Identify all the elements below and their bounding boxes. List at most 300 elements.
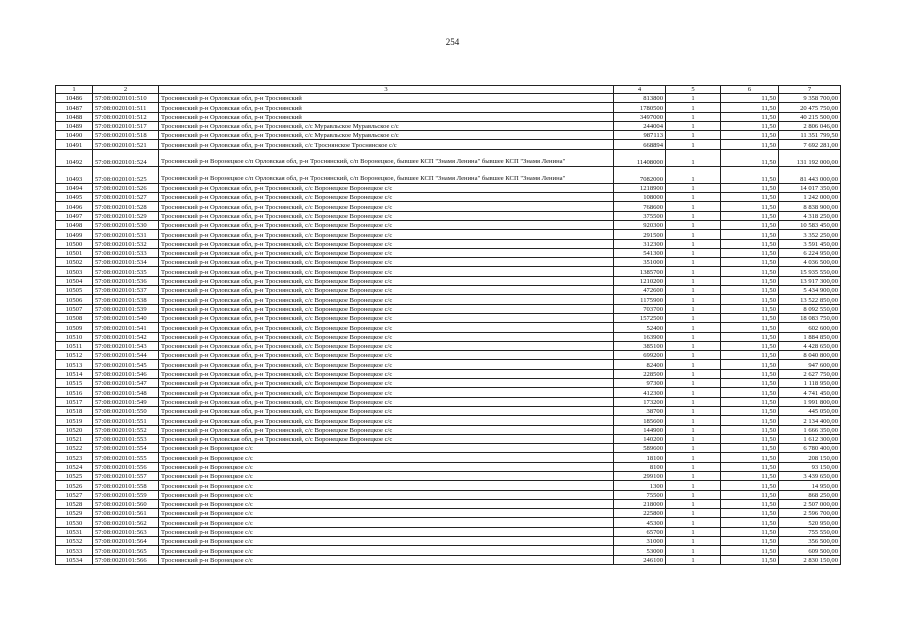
coefficient-cell: 1 <box>666 555 721 564</box>
row-number-cell: 10508 <box>56 313 93 322</box>
area-cell: 385100 <box>614 341 666 350</box>
coefficient-cell: 1 <box>666 462 721 471</box>
cadastral-number-cell: 57:08:0020101:512 <box>93 112 159 121</box>
row-number-cell: 10488 <box>56 112 93 121</box>
cadastral-number-cell: 57:08:0020101:565 <box>93 546 159 555</box>
cadastral-number-cell: 57:08:0020101:562 <box>93 518 159 527</box>
row-number-cell: 10505 <box>56 286 93 295</box>
coefficient-cell: 1 <box>666 239 721 248</box>
address-cell: Троснянский р-н Орловская обл, р-н Троснянский <box>159 103 614 112</box>
coefficient-cell: 1 <box>666 406 721 415</box>
cadastral-number-cell: 57:08:0020101:563 <box>93 527 159 536</box>
value-cell: 2 134 400,00 <box>779 416 841 425</box>
row-number-cell: 10511 <box>56 341 93 350</box>
row-number-cell: 10531 <box>56 527 93 536</box>
row-number-cell: 10492 <box>56 149 93 166</box>
address-cell: Троснянский р-н Орловская обл, р-н Троснянский, с/с Воронецкое Воронецкое с/с <box>159 369 614 378</box>
coefficient-cell: 1 <box>666 230 721 239</box>
address-cell: Троснянский р-н Орловская обл, р-н Троснянский, с/с Троснянское Троснянское с/с <box>159 140 614 149</box>
table-row <box>56 509 841 518</box>
rate-cell: 11,50 <box>721 276 779 285</box>
cadastral-number-cell: 57:08:0020101:537 <box>93 286 159 295</box>
value-cell: 1 991 800,00 <box>779 397 841 406</box>
rate-cell: 11,50 <box>721 499 779 508</box>
table-row <box>56 323 841 332</box>
coefficient-cell: 1 <box>666 379 721 388</box>
table-header-row <box>56 86 841 94</box>
coefficient-cell: 1 <box>666 267 721 276</box>
area-cell: 144900 <box>614 425 666 434</box>
table-row <box>56 499 841 508</box>
coefficient-cell: 1 <box>666 258 721 267</box>
address-cell: Троснянский р-н Воронецкое с/п Орловская обл, р-н Троснянский, с/п Воронецкое, бывшее КСП "Знамя Ленина" бывшее КСП "Знамя Ленина" <box>159 149 614 166</box>
address-cell: Троснянский р-н Воронецкое с/с <box>159 509 614 518</box>
area-cell: 987113 <box>614 131 666 140</box>
land-registry-table <box>55 85 841 565</box>
row-number-cell: 10521 <box>56 434 93 443</box>
row-number-cell: 10489 <box>56 121 93 130</box>
row-number-cell: 10500 <box>56 239 93 248</box>
table-row <box>56 527 841 536</box>
table-row <box>56 471 841 480</box>
address-cell: Троснянский р-н Воронецкое с/с <box>159 490 614 499</box>
rate-cell: 11,50 <box>721 121 779 130</box>
value-cell: 1 612 300,00 <box>779 434 841 443</box>
coefficient-cell: 1 <box>666 295 721 304</box>
coefficient-cell: 1 <box>666 397 721 406</box>
rate-cell: 11,50 <box>721 323 779 332</box>
table-body <box>56 94 841 565</box>
coefficient-cell: 1 <box>666 121 721 130</box>
area-cell: 108000 <box>614 193 666 202</box>
area-cell: 228500 <box>614 369 666 378</box>
cadastral-number-cell: 57:08:0020101:518 <box>93 131 159 140</box>
row-number-cell: 10493 <box>56 166 93 183</box>
area-cell: 140200 <box>614 434 666 443</box>
coefficient-cell: 1 <box>666 193 721 202</box>
rate-cell: 11,50 <box>721 518 779 527</box>
table-row <box>56 481 841 490</box>
address-cell: Троснянский р-н Орловская обл, р-н Троснянский, с/с Воронецкое Воронецкое с/с <box>159 230 614 239</box>
table-row <box>56 220 841 229</box>
value-cell: 609 500,00 <box>779 546 841 555</box>
area-cell: 1300 <box>614 481 666 490</box>
value-cell: 4 036 500,00 <box>779 258 841 267</box>
value-cell: 2 830 150,00 <box>779 555 841 564</box>
row-number-cell: 10509 <box>56 323 93 332</box>
cadastral-number-cell: 57:08:0020101:548 <box>93 388 159 397</box>
area-cell: 8100 <box>614 462 666 471</box>
rate-cell: 11,50 <box>721 379 779 388</box>
table-row <box>56 183 841 192</box>
table-row <box>56 332 841 341</box>
rate-cell: 11,50 <box>721 453 779 462</box>
coefficient-cell: 1 <box>666 313 721 322</box>
value-cell: 520 950,00 <box>779 518 841 527</box>
rate-cell: 11,50 <box>721 537 779 546</box>
table-row <box>56 379 841 388</box>
value-cell: 7 692 281,00 <box>779 140 841 149</box>
column-header-4: 4 <box>614 86 666 94</box>
row-number-cell: 10534 <box>56 555 93 564</box>
area-cell: 246100 <box>614 555 666 564</box>
cadastral-number-cell: 57:08:0020101:554 <box>93 444 159 453</box>
cadastral-number-cell: 57:08:0020101:557 <box>93 471 159 480</box>
row-number-cell: 10524 <box>56 462 93 471</box>
address-cell: Троснянский р-н Орловская обл, р-н Троснянский, с/с Воронецкое Воронецкое с/с <box>159 220 614 229</box>
coefficient-cell: 1 <box>666 444 721 453</box>
rate-cell: 11,50 <box>721 546 779 555</box>
area-cell: 920300 <box>614 220 666 229</box>
table-row <box>56 444 841 453</box>
address-cell: Троснянский р-н Орловская обл, р-н Троснянский, с/с Воронецкое Воронецкое с/с <box>159 388 614 397</box>
cadastral-number-cell: 57:08:0020101:524 <box>93 149 159 166</box>
row-number-cell: 10513 <box>56 360 93 369</box>
address-cell: Троснянский р-н Орловская обл, р-н Троснянский, с/с Воронецкое Воронецкое с/с <box>159 434 614 443</box>
value-cell: 6 780 400,00 <box>779 444 841 453</box>
value-cell: 8 040 800,00 <box>779 351 841 360</box>
table-row <box>56 202 841 211</box>
value-cell: 1 666 350,00 <box>779 425 841 434</box>
table-row <box>56 112 841 121</box>
row-number-cell: 10498 <box>56 220 93 229</box>
area-cell: 75500 <box>614 490 666 499</box>
row-number-cell: 10519 <box>56 416 93 425</box>
area-cell: 225800 <box>614 509 666 518</box>
rate-cell: 11,50 <box>721 360 779 369</box>
column-header-5: 5 <box>666 86 721 94</box>
rate-cell: 11,50 <box>721 490 779 499</box>
value-cell: 2 507 000,00 <box>779 499 841 508</box>
value-cell: 93 150,00 <box>779 462 841 471</box>
rate-cell: 11,50 <box>721 131 779 140</box>
cadastral-number-cell: 57:08:0020101:521 <box>93 140 159 149</box>
value-cell: 4 428 650,00 <box>779 341 841 350</box>
row-number-cell: 10516 <box>56 388 93 397</box>
rate-cell: 11,50 <box>721 304 779 313</box>
table-row <box>56 313 841 322</box>
rate-cell: 11,50 <box>721 425 779 434</box>
row-number-cell: 10494 <box>56 183 93 192</box>
address-cell: Троснянский р-н Воронецкое с/с <box>159 444 614 453</box>
rate-cell: 11,50 <box>721 248 779 257</box>
address-cell: Троснянский р-н Орловская обл, р-н Троснянский, с/с Воронецкое Воронецкое с/с <box>159 304 614 313</box>
table-row <box>56 360 841 369</box>
area-cell: 472600 <box>614 286 666 295</box>
coefficient-cell: 1 <box>666 471 721 480</box>
table-row <box>56 397 841 406</box>
cadastral-number-cell: 57:08:0020101:525 <box>93 166 159 183</box>
coefficient-cell: 1 <box>666 140 721 149</box>
cadastral-number-cell: 57:08:0020101:534 <box>93 258 159 267</box>
value-cell: 947 600,00 <box>779 360 841 369</box>
coefficient-cell: 1 <box>666 416 721 425</box>
address-cell: Троснянский р-н Воронецкое с/с <box>159 527 614 536</box>
area-cell: 1210200 <box>614 276 666 285</box>
rate-cell: 11,50 <box>721 444 779 453</box>
value-cell: 81 443 000,00 <box>779 166 841 183</box>
table-row <box>56 248 841 257</box>
rate-cell: 11,50 <box>721 183 779 192</box>
coefficient-cell: 1 <box>666 112 721 121</box>
address-cell: Троснянский р-н Орловская обл, р-н Троснянский <box>159 112 614 121</box>
rate-cell: 11,50 <box>721 481 779 490</box>
rate-cell: 11,50 <box>721 239 779 248</box>
coefficient-cell: 1 <box>666 183 721 192</box>
row-number-cell: 10501 <box>56 248 93 257</box>
table-row <box>56 193 841 202</box>
area-cell: 31000 <box>614 537 666 546</box>
row-number-cell: 10527 <box>56 490 93 499</box>
coefficient-cell: 1 <box>666 369 721 378</box>
cadastral-number-cell: 57:08:0020101:530 <box>93 220 159 229</box>
row-number-cell: 10532 <box>56 537 93 546</box>
rate-cell: 11,50 <box>721 313 779 322</box>
row-number-cell: 10512 <box>56 351 93 360</box>
area-cell: 312300 <box>614 239 666 248</box>
table-row <box>56 267 841 276</box>
coefficient-cell: 1 <box>666 332 721 341</box>
table-row <box>56 258 841 267</box>
coefficient-cell: 1 <box>666 351 721 360</box>
value-cell: 208 150,00 <box>779 453 841 462</box>
cadastral-number-cell: 57:08:0020101:545 <box>93 360 159 369</box>
address-cell: Троснянский р-н Орловская обл, р-н Троснянский, с/с Воронецкое Воронецкое с/с <box>159 258 614 267</box>
coefficient-cell: 1 <box>666 220 721 229</box>
table-row <box>56 537 841 546</box>
area-cell: 1175900 <box>614 295 666 304</box>
area-cell: 18100 <box>614 453 666 462</box>
address-cell: Троснянский р-н Орловская обл, р-н Троснянский, с/с Воронецкое Воронецкое с/с <box>159 323 614 332</box>
coefficient-cell: 1 <box>666 341 721 350</box>
address-cell: Троснянский р-н Орловская обл, р-н Троснянский, с/с Воронецкое Воронецкое с/с <box>159 313 614 322</box>
address-cell: Троснянский р-н Воронецкое с/с <box>159 499 614 508</box>
value-cell: 6 224 950,00 <box>779 248 841 257</box>
table-row <box>56 490 841 499</box>
coefficient-cell: 1 <box>666 490 721 499</box>
row-number-cell: 10510 <box>56 332 93 341</box>
row-number-cell: 10517 <box>56 397 93 406</box>
value-cell: 3 439 650,00 <box>779 471 841 480</box>
address-cell: Троснянский р-н Орловская обл, р-н Троснянский, с/с Воронецкое Воронецкое с/с <box>159 193 614 202</box>
rate-cell: 11,50 <box>721 295 779 304</box>
cadastral-number-cell: 57:08:0020101:558 <box>93 481 159 490</box>
cadastral-number-cell: 57:08:0020101:510 <box>93 94 159 103</box>
rate-cell: 11,50 <box>721 193 779 202</box>
rate-cell: 11,50 <box>721 462 779 471</box>
rate-cell: 11,50 <box>721 416 779 425</box>
coefficient-cell: 1 <box>666 202 721 211</box>
address-cell: Троснянский р-н Орловская обл, р-н Троснянский, с/с Воронецкое Воронецкое с/с <box>159 211 614 220</box>
rate-cell: 11,50 <box>721 388 779 397</box>
value-cell: 11 351 799,50 <box>779 131 841 140</box>
area-cell: 589600 <box>614 444 666 453</box>
area-cell: 813800 <box>614 94 666 103</box>
value-cell: 2 596 700,00 <box>779 509 841 518</box>
cadastral-number-cell: 57:08:0020101:535 <box>93 267 159 276</box>
cadastral-number-cell: 57:08:0020101:542 <box>93 332 159 341</box>
coefficient-cell: 1 <box>666 103 721 112</box>
cadastral-number-cell: 57:08:0020101:559 <box>93 490 159 499</box>
rate-cell: 11,50 <box>721 267 779 276</box>
table-row <box>56 304 841 313</box>
value-cell: 10 583 450,00 <box>779 220 841 229</box>
table-row <box>56 555 841 564</box>
value-cell: 13 917 300,00 <box>779 276 841 285</box>
address-cell: Троснянский р-н Воронецкое с/с <box>159 546 614 555</box>
table-row <box>56 369 841 378</box>
table-row <box>56 140 841 149</box>
rate-cell: 11,50 <box>721 341 779 350</box>
value-cell: 14 017 350,00 <box>779 183 841 192</box>
area-cell: 299100 <box>614 471 666 480</box>
row-number-cell: 10522 <box>56 444 93 453</box>
value-cell: 40 215 500,00 <box>779 112 841 121</box>
area-cell: 45300 <box>614 518 666 527</box>
cadastral-number-cell: 57:08:0020101:511 <box>93 103 159 112</box>
table-row <box>56 211 841 220</box>
address-cell: Троснянский р-н Орловская обл, р-н Троснянский, с/с Воронецкое Воронецкое с/с <box>159 397 614 406</box>
row-number-cell: 10526 <box>56 481 93 490</box>
value-cell: 4 318 250,00 <box>779 211 841 220</box>
address-cell: Троснянский р-н Воронецкое с/п Орловская обл, р-н Троснянский, с/п Воронецкое, бывшее КСП "Знамя Ленина" бывшее КСП "Знамя Ленина" <box>159 166 614 183</box>
area-cell: 1218900 <box>614 183 666 192</box>
coefficient-cell: 1 <box>666 388 721 397</box>
rate-cell: 11,50 <box>721 555 779 564</box>
area-cell: 412300 <box>614 388 666 397</box>
cadastral-number-cell: 57:08:0020101:527 <box>93 193 159 202</box>
table-row <box>56 286 841 295</box>
row-number-cell: 10491 <box>56 140 93 149</box>
area-cell: 375500 <box>614 211 666 220</box>
table-row <box>56 149 841 166</box>
area-cell: 82400 <box>614 360 666 369</box>
area-cell: 38700 <box>614 406 666 415</box>
address-cell: Троснянский р-н Воронецкое с/с <box>159 518 614 527</box>
rate-cell: 11,50 <box>721 140 779 149</box>
value-cell: 755 550,00 <box>779 527 841 536</box>
area-cell: 703700 <box>614 304 666 313</box>
coefficient-cell: 1 <box>666 527 721 536</box>
coefficient-cell: 1 <box>666 509 721 518</box>
row-number-cell: 10525 <box>56 471 93 480</box>
table-row <box>56 462 841 471</box>
address-cell: Троснянский р-н Орловская обл, р-н Троснянский, с/с Воронецкое Воронецкое с/с <box>159 341 614 350</box>
address-cell: Троснянский р-н Воронецкое с/с <box>159 471 614 480</box>
cadastral-number-cell: 57:08:0020101:538 <box>93 295 159 304</box>
area-cell: 97300 <box>614 379 666 388</box>
address-cell: Троснянский р-н Орловская обл, р-н Троснянский, с/с Воронецкое Воронецкое с/с <box>159 286 614 295</box>
cadastral-number-cell: 57:08:0020101:543 <box>93 341 159 350</box>
value-cell: 868 250,00 <box>779 490 841 499</box>
area-cell: 65700 <box>614 527 666 536</box>
row-number-cell: 10487 <box>56 103 93 112</box>
cadastral-number-cell: 57:08:0020101:533 <box>93 248 159 257</box>
value-cell: 18 083 750,00 <box>779 313 841 322</box>
area-cell: 52400 <box>614 323 666 332</box>
coefficient-cell: 1 <box>666 248 721 257</box>
row-number-cell: 10533 <box>56 546 93 555</box>
table-row <box>56 295 841 304</box>
cadastral-number-cell: 57:08:0020101:547 <box>93 379 159 388</box>
area-cell: 768600 <box>614 202 666 211</box>
cadastral-number-cell: 57:08:0020101:528 <box>93 202 159 211</box>
coefficient-cell: 1 <box>666 94 721 103</box>
table-row <box>56 546 841 555</box>
address-cell: Троснянский р-н Орловская обл, р-н Троснянский, с/с Воронецкое Воронецкое с/с <box>159 295 614 304</box>
column-header-6: 6 <box>721 86 779 94</box>
address-cell: Троснянский р-н Орловская обл, р-н Троснянский, с/с Воронецкое Воронецкое с/с <box>159 202 614 211</box>
address-cell: Троснянский р-н Орловская обл, р-н Троснянский, с/с Воронецкое Воронецкое с/с <box>159 332 614 341</box>
address-cell: Троснянский р-н Орловская обл, р-н Троснянский, с/с Воронецкое Воронецкое с/с <box>159 239 614 248</box>
value-cell: 8 092 550,00 <box>779 304 841 313</box>
coefficient-cell: 1 <box>666 360 721 369</box>
row-number-cell: 10490 <box>56 131 93 140</box>
value-cell: 602 600,00 <box>779 323 841 332</box>
area-cell: 351000 <box>614 258 666 267</box>
rate-cell: 11,50 <box>721 258 779 267</box>
rate-cell: 11,50 <box>721 369 779 378</box>
rate-cell: 11,50 <box>721 230 779 239</box>
area-cell: 668894 <box>614 140 666 149</box>
area-cell: 291500 <box>614 230 666 239</box>
rate-cell: 11,50 <box>721 406 779 415</box>
rate-cell: 11,50 <box>721 94 779 103</box>
page-number: 254 <box>445 37 460 47</box>
table-row <box>56 425 841 434</box>
rate-cell: 11,50 <box>721 166 779 183</box>
area-cell: 1780500 <box>614 103 666 112</box>
rate-cell: 11,50 <box>721 332 779 341</box>
address-cell: Троснянский р-н Воронецкое с/с <box>159 462 614 471</box>
row-number-cell: 10530 <box>56 518 93 527</box>
table-row <box>56 94 841 103</box>
coefficient-cell: 1 <box>666 286 721 295</box>
table-row <box>56 406 841 415</box>
table-row <box>56 453 841 462</box>
table-row <box>56 276 841 285</box>
cadastral-number-cell: 57:08:0020101:526 <box>93 183 159 192</box>
rate-cell: 11,50 <box>721 211 779 220</box>
row-number-cell: 10523 <box>56 453 93 462</box>
table-row <box>56 434 841 443</box>
value-cell: 131 192 000,00 <box>779 149 841 166</box>
cadastral-number-cell: 57:08:0020101:549 <box>93 397 159 406</box>
table-row <box>56 166 841 183</box>
rate-cell: 11,50 <box>721 471 779 480</box>
coefficient-cell: 1 <box>666 518 721 527</box>
area-cell: 218000 <box>614 499 666 508</box>
rate-cell: 11,50 <box>721 286 779 295</box>
column-header-2: 2 <box>93 86 159 94</box>
value-cell: 1 118 950,00 <box>779 379 841 388</box>
row-number-cell: 10528 <box>56 499 93 508</box>
value-cell: 3 591 450,00 <box>779 239 841 248</box>
cadastral-number-cell: 57:08:0020101:551 <box>93 416 159 425</box>
address-cell: Троснянский р-н Воронецкое с/с <box>159 555 614 564</box>
cadastral-number-cell: 57:08:0020101:531 <box>93 230 159 239</box>
table-row <box>56 518 841 527</box>
coefficient-cell: 1 <box>666 323 721 332</box>
cadastral-number-cell: 57:08:0020101:529 <box>93 211 159 220</box>
area-cell: 1572500 <box>614 313 666 322</box>
row-number-cell: 10495 <box>56 193 93 202</box>
cadastral-number-cell: 57:08:0020101:560 <box>93 499 159 508</box>
row-number-cell: 10514 <box>56 369 93 378</box>
rate-cell: 11,50 <box>721 149 779 166</box>
area-cell: 244004 <box>614 121 666 130</box>
address-cell: Троснянский р-н Орловская обл, р-н Троснянский, с/с Воронецкое Воронецкое с/с <box>159 406 614 415</box>
